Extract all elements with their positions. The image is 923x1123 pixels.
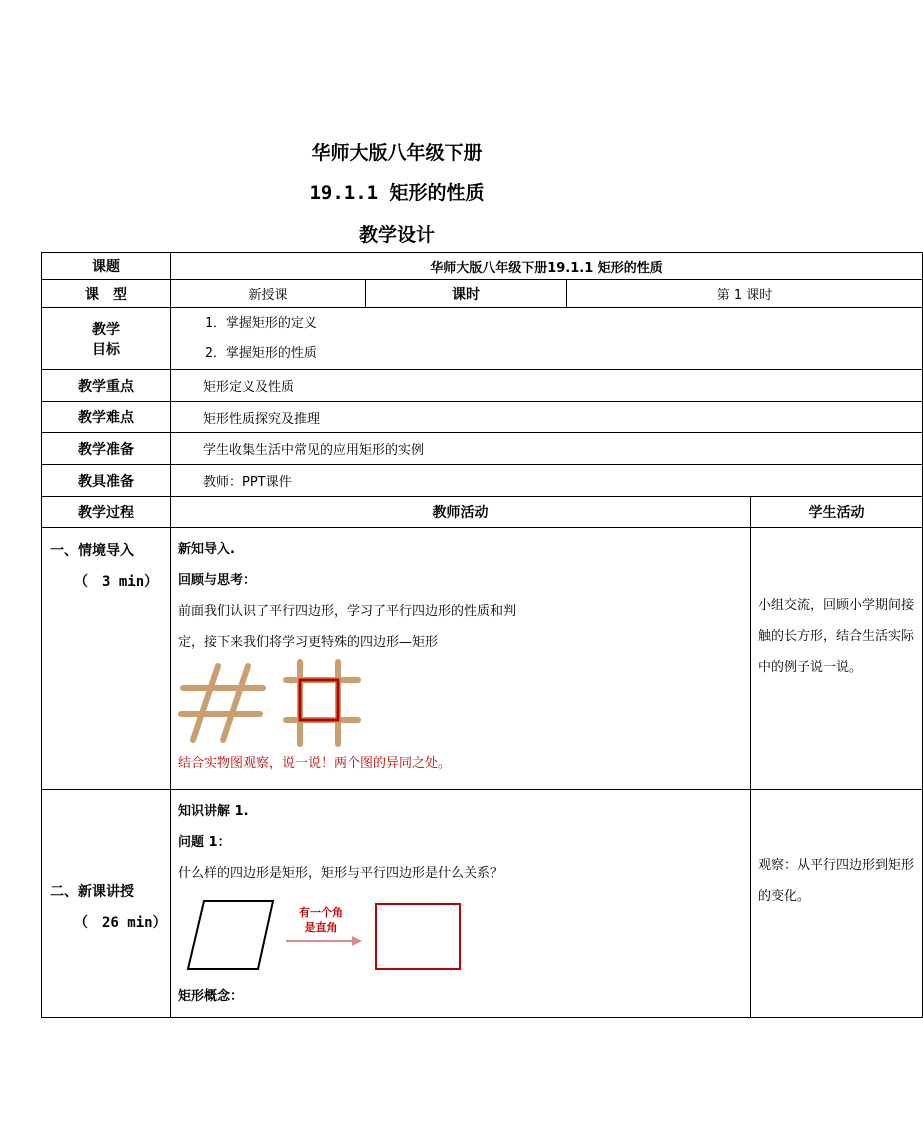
goal-item: 1．掌握矩形的定义 [205, 315, 317, 331]
prep-row [42, 433, 923, 465]
difficulty-value: 矩形性质探究及推理 [171, 402, 923, 433]
process-header-row [42, 497, 923, 528]
difficulty-label: 教学难点 [42, 402, 171, 433]
goals-label-line1: 教学 [92, 321, 120, 338]
process-col-header: 教学过程 [42, 497, 171, 528]
difficulty-row [42, 402, 923, 433]
hash-sticks [181, 666, 263, 740]
teacher-heading: 新知导入. [178, 542, 235, 557]
doc-subtitle: 19.1.1 矩形的性质 [309, 182, 485, 204]
goal-item: 2．掌握矩形的性质 [205, 345, 317, 361]
right-arrow-icon [286, 936, 362, 946]
topic-row [42, 253, 923, 280]
tools-row [42, 465, 923, 497]
doc-type: 教学设计 [358, 224, 435, 246]
student-text-line: 触的长方形，结合生活实际 [758, 629, 915, 644]
section-intro-student [751, 528, 923, 790]
arrow-label-line2: 是直角 [304, 921, 338, 934]
type-value: 新授课 [171, 280, 366, 308]
teacher-col-header: 教师活动 [171, 497, 751, 528]
highlight-rectangle [300, 680, 338, 720]
goals-row [42, 308, 923, 370]
teacher-text-line: 定，接下来我们将学习更特殊的四边形—矩形 [178, 635, 439, 650]
key-row [42, 370, 923, 402]
student-text-line: 观察：从平行四边形到矩形 [758, 858, 915, 873]
teacher-text-line: 什么样的四边形是矩形，矩形与平行四边形是什么关系？ [178, 866, 504, 881]
section-intro-teacher [171, 528, 751, 790]
prep-value: 学生收集生活中常见的应用矩形的实例 [171, 433, 923, 465]
topic-label: 课题 [42, 253, 171, 280]
teacher-question: 问题 1： [178, 835, 231, 850]
tools-label: 教具准备 [42, 465, 171, 497]
goals-label [42, 308, 171, 370]
section-new-lesson-student [751, 790, 923, 1018]
parallelogram-shape [188, 901, 273, 969]
rectangle-shape [376, 904, 460, 969]
topic-value: 华师大版八年级下册19.1.1 矩形的性质 [171, 253, 923, 280]
key-label: 教学重点 [42, 370, 171, 402]
arrow-label-line1: 有一个角 [299, 906, 343, 919]
doc-title: 华师大版八年级下册 [311, 142, 483, 164]
section-intro-row [42, 528, 923, 790]
rectangle-sticks [286, 662, 358, 744]
section-intro-label [42, 528, 171, 790]
lesson-plan-table [41, 252, 923, 1018]
student-col-header: 学生活动 [751, 497, 923, 528]
student-text-line: 中的例子说一说。 [758, 660, 863, 675]
period-label: 课时 [366, 280, 567, 308]
section-name: 一、情境导入 [50, 543, 134, 559]
section-new-lesson-row [42, 790, 923, 1018]
goals-label-line2: 目标 [92, 341, 120, 358]
section-time: （ 3 min） [74, 574, 159, 590]
sticks-figure [178, 658, 368, 748]
goals-list [171, 308, 923, 370]
student-text-line: 小组交流，回顾小学期间接 [758, 598, 915, 613]
teacher-text-line: 前面我们认识了平行四边形，学习了平行四边形的性质和判 [178, 604, 517, 619]
section-time: （ 26 min） [74, 914, 167, 931]
section-new-lesson-label [42, 790, 171, 1018]
section-new-lesson-teacher [171, 790, 751, 1018]
teacher-subheading: 回顾与思考： [178, 573, 257, 588]
section-name: 二、新课讲授 [50, 883, 134, 900]
teacher-heading: 知识讲解 1. [178, 804, 249, 819]
figure-caption: 结合实物图观察，说一说！两个图的异同之处。 [178, 756, 452, 771]
concept-label: 矩形概念： [178, 989, 244, 1004]
prep-label: 教学准备 [42, 433, 171, 465]
type-label: 课 型 [42, 280, 171, 308]
type-row [42, 280, 923, 308]
student-text-line: 的变化。 [758, 889, 811, 904]
period-value: 第 1 课时 [567, 280, 923, 308]
tools-value: 教师：PPT课件 [171, 465, 923, 497]
parallelogram-to-rectangle-figure [178, 889, 478, 981]
key-value: 矩形定义及性质 [171, 370, 923, 402]
